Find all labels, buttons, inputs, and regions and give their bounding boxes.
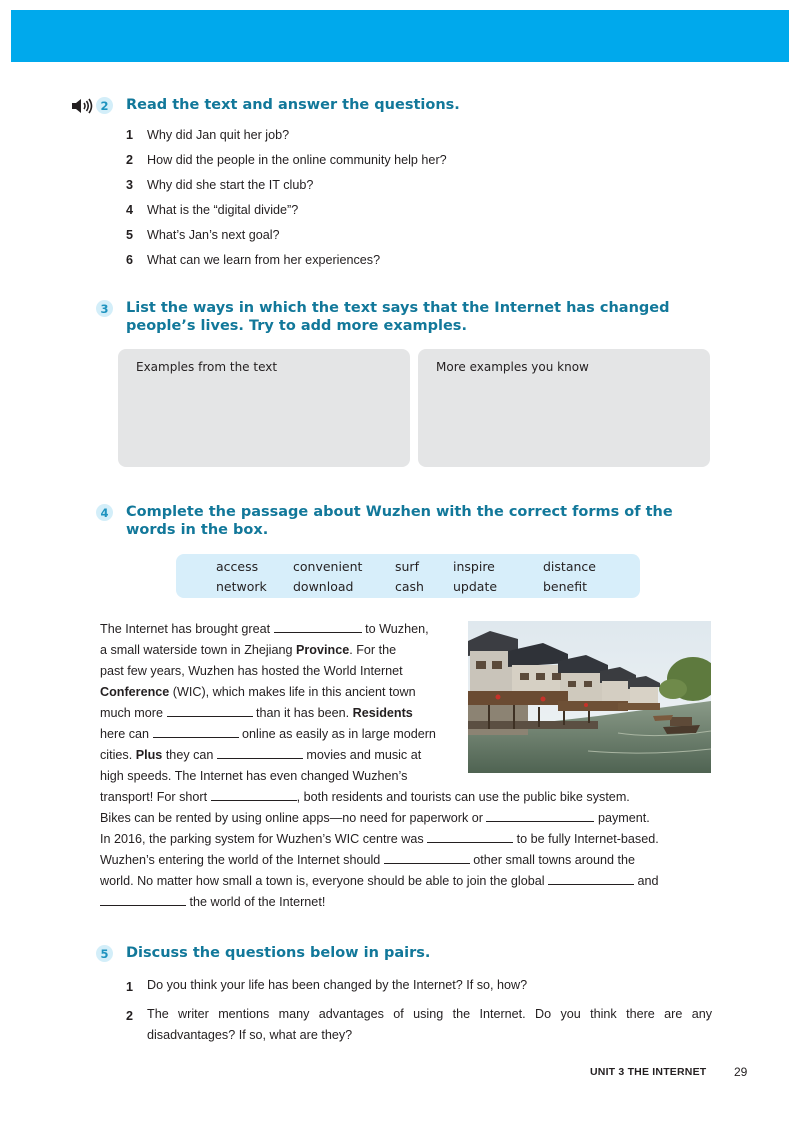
word: download: [293, 579, 354, 594]
header-bar: [11, 10, 789, 62]
section-number: 3: [96, 300, 113, 317]
section-5-header: [96, 944, 706, 962]
footer-unit-title: UNIT 3 THE INTERNET: [590, 1066, 707, 1078]
word: benefit: [543, 579, 588, 594]
passage-line: transport! For short , both residents and tourists can use the public bike system.: [100, 790, 630, 804]
word: update: [453, 579, 498, 594]
list-item: 2 The writer mentions many advantages of using the Internet. Do you think there are any disadvantages? If so, what are they?: [126, 1007, 712, 1042]
passage-line: cities. Plus they can movies and music at: [100, 748, 422, 762]
word: inspire: [453, 559, 495, 574]
section-heading: Discuss the questions below in pairs.: [126, 945, 431, 961]
list-item: 2 How did the people in the online community help her?: [126, 153, 447, 167]
answer-blank[interactable]: [486, 811, 594, 822]
passage-line: much more than it has been. Residents: [100, 706, 413, 720]
section-heading: Read the text and answer the questions.: [126, 97, 460, 113]
answer-box-text-examples[interactable]: [118, 349, 410, 467]
section-heading: List the ways in which the text says that the Internet has changed people’s lives. Try to add more examples.: [126, 300, 670, 334]
answer-blank[interactable]: [211, 790, 297, 801]
passage-line: In 2016, the parking system for Wuzhen’s WIC centre was to be fully Internet-based.: [100, 832, 659, 846]
discussion-list: [126, 973, 712, 1048]
word: surf: [395, 559, 419, 574]
passage-line: high speeds. The Internet has even changed Wuzhen’s: [100, 769, 408, 783]
list-item: 1 Do you think your life has been changed by the Internet? If so, how?: [126, 978, 528, 994]
section-number: 5: [96, 945, 113, 962]
answer-blank[interactable]: [100, 895, 186, 906]
section-2-header: [96, 96, 706, 114]
answer-box-more-examples[interactable]: [418, 349, 710, 467]
section-heading: Complete the passage about Wuzhen with the correct forms of the words in the box.: [126, 504, 673, 538]
passage-line: here can online as easily as in large modern: [100, 727, 436, 741]
section-number: 4: [96, 504, 113, 521]
word: cash: [395, 579, 424, 594]
word: access: [216, 559, 259, 574]
passage-line: the world of the Internet!: [100, 895, 325, 909]
list-item: 6 What can we learn from her experiences?: [126, 253, 381, 267]
answer-blank[interactable]: [274, 622, 362, 633]
passage-line: past few years, Wuzhen has hosted the World Internet: [100, 664, 403, 678]
speaker-icon[interactable]: [71, 98, 93, 119]
box-label: Examples from the text: [136, 360, 278, 374]
passage-line: The Internet has brought great to Wuzhen,: [100, 622, 429, 636]
word-box: [176, 554, 640, 598]
answer-blank[interactable]: [548, 874, 634, 885]
passage-line: Wuzhen’s entering the world of the Internet should other small towns around the: [100, 853, 635, 867]
answer-blank[interactable]: [153, 727, 239, 738]
page-number: 29: [734, 1065, 748, 1079]
answer-blank[interactable]: [384, 853, 470, 864]
list-item: 3 Why did she start the IT club?: [126, 178, 314, 192]
list-item: 1 Why did Jan quit her job?: [126, 128, 290, 142]
section-4-header: [96, 503, 706, 539]
passage-line: world. No matter how small a town is, everyone should be able to join the global and: [100, 874, 659, 888]
box-label: More examples you know: [436, 360, 589, 374]
list-item: 4 What is the “digital divide”?: [126, 203, 299, 217]
answer-blank[interactable]: [427, 832, 513, 843]
passage-line: Conference (WIC), which makes life in this ancient town: [100, 685, 416, 699]
passage-line: a small waterside town in Zhejiang Province. For the: [100, 643, 397, 657]
word: network: [216, 579, 267, 594]
section-3-header: [96, 299, 706, 335]
word: convenient: [293, 559, 363, 574]
list-item: 5 What’s Jan’s next goal?: [126, 228, 280, 242]
answer-blank[interactable]: [167, 706, 253, 717]
question-list: [126, 123, 447, 273]
wuzhen-photo: [468, 621, 711, 773]
word: distance: [543, 559, 596, 574]
passage-line: Bikes can be rented by using online apps—no need for paperwork or payment.: [100, 811, 650, 825]
answer-blank[interactable]: [217, 748, 303, 759]
section-number: 2: [96, 97, 113, 114]
